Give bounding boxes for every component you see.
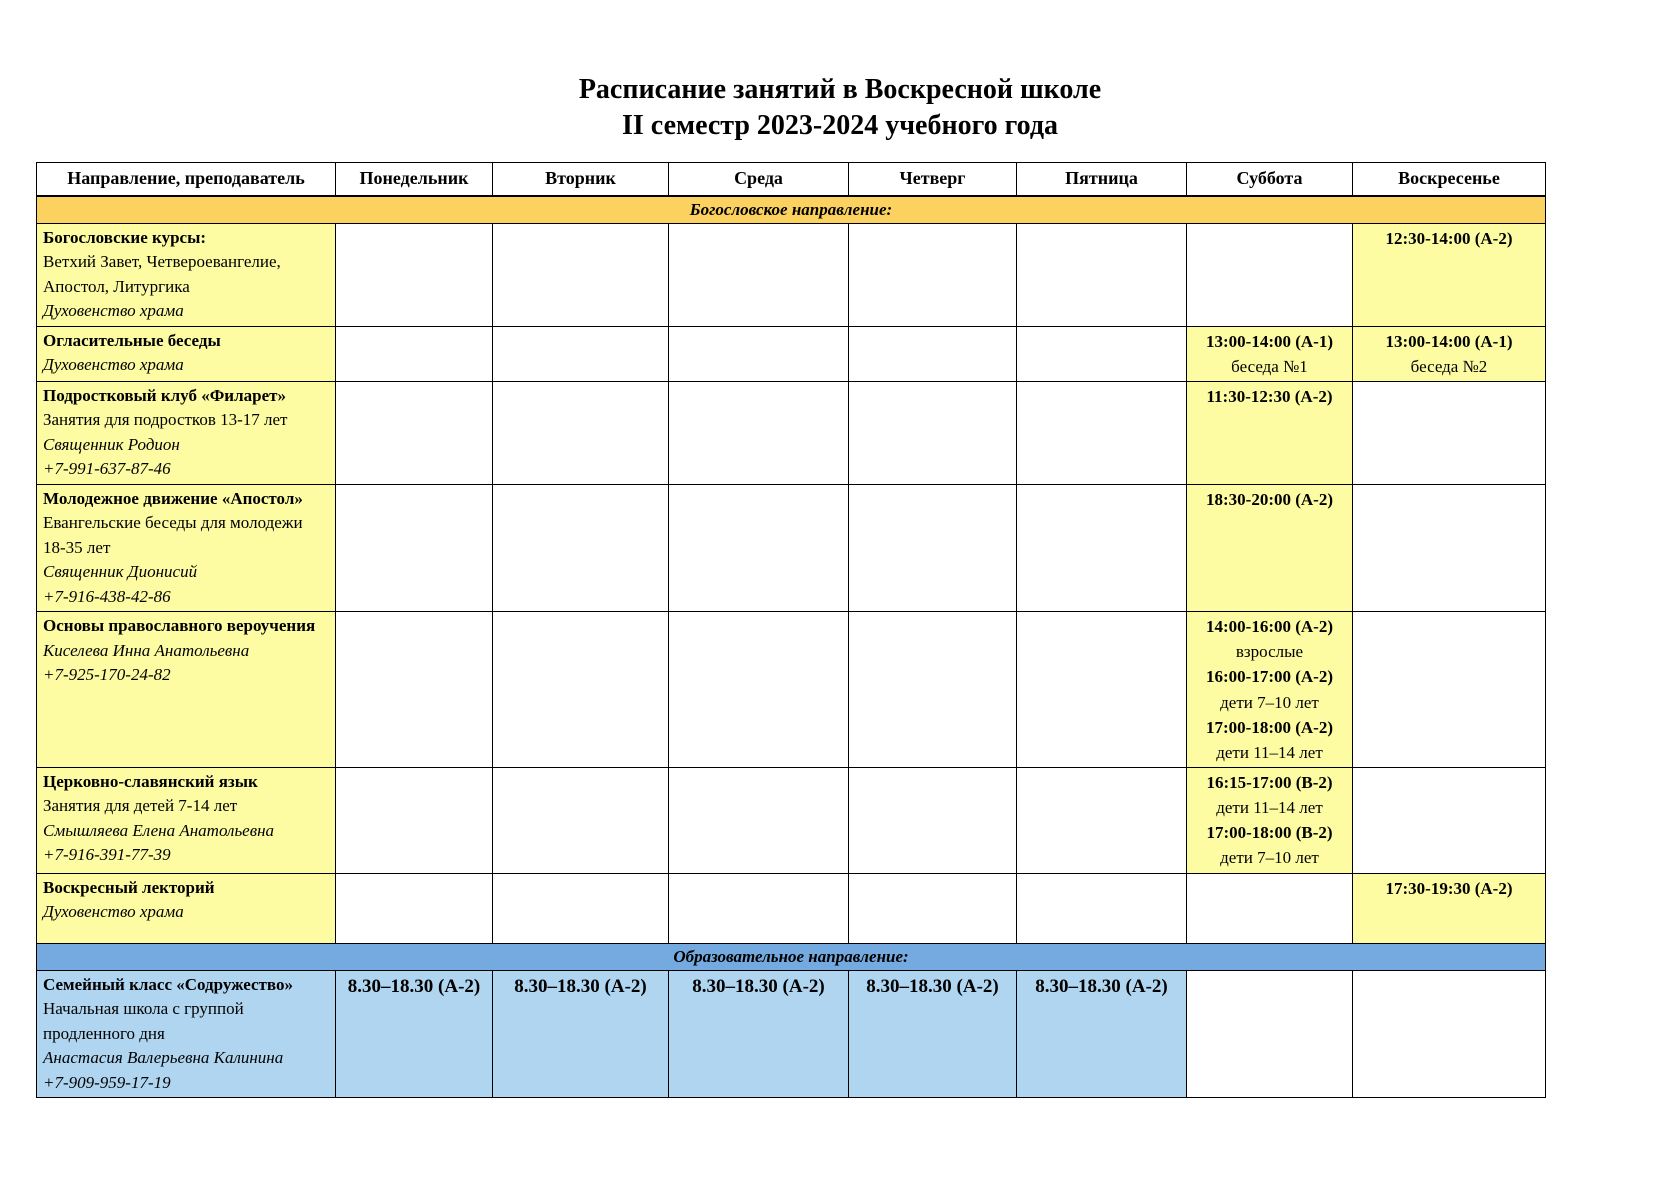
schedule-entry-line: 11:30-12:30 (А-2) <box>1206 386 1333 406</box>
schedule-row <box>37 484 1546 611</box>
day-cell-wed <box>669 381 849 484</box>
course-cell <box>37 326 336 381</box>
day-cell-fri <box>1017 612 1187 768</box>
schedule-row <box>37 768 1546 874</box>
schedule-row <box>37 970 1546 1097</box>
schedule-entry-line: 13:00-14:00 (А-1) <box>1206 331 1333 351</box>
course-cell <box>37 484 336 611</box>
day-cell-wed <box>669 970 849 1097</box>
schedule-entry-line: 17:00-18:00 (В-2) <box>1206 823 1333 843</box>
course-line: +7-991-637-87-46 <box>43 459 171 479</box>
schedule-entry-line: беседа №1 <box>1231 356 1308 376</box>
course-line: +7-909-959-17-19 <box>43 1072 171 1092</box>
day-cell-fri <box>1017 873 1187 943</box>
header-day-thu: Четверг <box>849 162 1017 196</box>
course-line: Богословские курсы: <box>43 227 207 247</box>
page-title <box>36 72 1644 144</box>
course-line: Евангельские беседы для молодежи 18-35 лет <box>43 513 303 557</box>
course-line: Церковно-славянский язык <box>43 772 258 791</box>
day-cell-sun <box>1353 326 1546 381</box>
header-day-tue: Вторник <box>493 162 669 196</box>
course-line: Занятия для детей 7-14 лет <box>43 796 238 816</box>
day-cell-sun <box>1353 873 1546 943</box>
course-line: Священник Дионисий <box>43 562 198 582</box>
day-cell-fri <box>1017 223 1187 326</box>
day-cell-fri <box>1017 768 1187 874</box>
day-cell-sun <box>1353 484 1546 611</box>
course-line: Духовенство храма <box>43 902 184 922</box>
page-title-line1: Расписание занятий в Воскресной школе <box>578 74 1102 105</box>
day-cell-sat <box>1187 612 1353 768</box>
schedule-row <box>37 873 1546 943</box>
course-line: Духовенство храма <box>43 355 184 374</box>
course-line: Основы православного вероучения <box>43 616 316 636</box>
day-cell-tue <box>493 612 669 768</box>
section-row-theology <box>37 196 1546 223</box>
course-line: +7-925-170-24-82 <box>43 665 171 684</box>
day-cell-tue <box>493 326 669 381</box>
day-cell-wed <box>669 484 849 611</box>
day-cell-sat <box>1187 326 1353 381</box>
schedule-entry-line: 17:30-19:30 (А-2) <box>1385 878 1513 898</box>
course-line: Священник Родион <box>43 434 180 454</box>
course-line: Семейный класс «Содружество» <box>43 974 293 994</box>
day-cell-sun <box>1353 612 1546 768</box>
schedule-entry-line: 8.30–18.30 (А-2) <box>514 975 647 997</box>
schedule-entry-line: 8.30–18.30 (А-2) <box>1035 975 1168 997</box>
schedule-entry-line: дети 7–10 лет <box>1220 848 1319 868</box>
day-cell-sun <box>1353 970 1546 1097</box>
schedule-entry-line: 18:30-20:00 (А-2) <box>1206 489 1333 509</box>
day-cell-thu <box>849 873 1017 943</box>
day-cell-sun <box>1353 381 1546 484</box>
schedule-row <box>37 381 1546 484</box>
schedule-entry-line: 8.30–18.30 (А-2) <box>347 975 481 997</box>
schedule-entry-line: 8.30–18.30 (А-2) <box>692 975 825 997</box>
schedule-entry-line: 12:30-14:00 (А-2) <box>1385 228 1513 248</box>
day-cell-sat <box>1187 223 1353 326</box>
section-header-label: Образовательное направление: <box>37 943 1546 970</box>
course-line: Ветхий Завет, Четвероевангелие, Апостол, Литургика <box>43 252 281 296</box>
day-cell-mon <box>336 381 493 484</box>
schedule-table-body <box>37 196 1546 1097</box>
course-line: Молодежное движение «Апостол» <box>43 488 303 508</box>
schedule-row <box>37 326 1546 381</box>
day-cell-thu <box>849 326 1017 381</box>
day-cell-sun <box>1353 768 1546 874</box>
schedule-table <box>36 162 1546 1098</box>
course-line: Духовенство храма <box>43 301 184 321</box>
header-day-wed: Среда <box>669 162 849 196</box>
day-cell-tue <box>493 381 669 484</box>
course-line: Воскресный лекторий <box>43 877 215 897</box>
schedule-row <box>37 612 1546 768</box>
course-line: +7-916-438-42-86 <box>43 586 171 606</box>
day-cell-tue <box>493 873 669 943</box>
course-line: Киселева Инна Анатольевна <box>43 640 250 660</box>
course-cell <box>37 381 336 484</box>
day-cell-sat <box>1187 873 1353 943</box>
day-cell-mon <box>336 223 493 326</box>
course-line: Подростковый клуб «Филарет» <box>43 385 286 405</box>
day-cell-fri <box>1017 326 1187 381</box>
course-line: Начальная школа с группой продленного дня <box>43 999 244 1043</box>
day-cell-sun <box>1353 223 1546 326</box>
day-cell-wed <box>669 768 849 874</box>
course-cell <box>37 223 336 326</box>
schedule-entry-line: дети 11–14 лет <box>1216 798 1323 818</box>
day-cell-mon <box>336 484 493 611</box>
course-cell <box>37 768 336 874</box>
course-cell <box>37 970 336 1097</box>
day-cell-mon <box>336 970 493 1097</box>
day-cell-fri <box>1017 484 1187 611</box>
course-line: Огласительные беседы <box>43 330 221 350</box>
schedule-entry-line: взрослые <box>1235 642 1304 662</box>
day-cell-sat <box>1187 381 1353 484</box>
header-day-sun: Воскресенье <box>1353 162 1546 196</box>
schedule-entry-line: 13:00-14:00 (А-1) <box>1385 331 1513 351</box>
header-day-sat: Суббота <box>1187 162 1353 196</box>
schedule-entry-line: беседа №2 <box>1410 356 1488 376</box>
header-day-mon: Понедельник <box>336 162 493 196</box>
day-cell-sat <box>1187 768 1353 874</box>
course-line: Анастасия Валерьевна Калинина <box>43 1048 284 1068</box>
day-cell-thu <box>849 484 1017 611</box>
header-day-fri: Пятница <box>1017 162 1187 196</box>
day-cell-mon <box>336 768 493 874</box>
day-cell-tue <box>493 223 669 326</box>
schedule-entry-line: 16:00-17:00 (А-2) <box>1206 667 1333 687</box>
schedule-entry-line: 14:00-16:00 (А-2) <box>1206 617 1333 637</box>
schedule-entry-line: дети 7–10 лет <box>1220 692 1319 712</box>
day-cell-wed <box>669 873 849 943</box>
header-course-column: Направление, преподаватель <box>37 162 336 196</box>
day-cell-fri <box>1017 970 1187 1097</box>
day-cell-wed <box>669 612 849 768</box>
course-line: Занятия для подростков 13-17 лет <box>43 410 288 430</box>
day-cell-fri <box>1017 381 1187 484</box>
page-title-line2: II семестр 2023-2024 учебного года <box>622 109 1058 141</box>
day-cell-thu <box>849 381 1017 484</box>
schedule-entry-line: 16:15-17:00 (В-2) <box>1206 773 1333 792</box>
day-cell-wed <box>669 326 849 381</box>
course-cell <box>37 612 336 768</box>
day-cell-mon <box>336 326 493 381</box>
day-cell-mon <box>336 612 493 768</box>
section-row-education <box>37 943 1546 970</box>
day-cell-thu <box>849 768 1017 874</box>
schedule-entry-line: 8.30–18.30 (А-2) <box>866 975 999 997</box>
course-line: +7-916-391-77-39 <box>43 845 171 865</box>
header-row <box>37 162 1546 196</box>
course-line: Смышляева Елена Анатольевна <box>43 820 275 840</box>
schedule-entry-line: 17:00-18:00 (А-2) <box>1206 717 1333 737</box>
schedule-row <box>37 223 1546 326</box>
day-cell-tue <box>493 970 669 1097</box>
schedule-table-head <box>37 162 1546 196</box>
day-cell-thu <box>849 612 1017 768</box>
day-cell-thu <box>849 970 1017 1097</box>
schedule-entry-line: дети 11–14 лет <box>1216 742 1323 762</box>
day-cell-sat <box>1187 970 1353 1097</box>
day-cell-thu <box>849 223 1017 326</box>
day-cell-mon <box>336 873 493 943</box>
day-cell-sat <box>1187 484 1353 611</box>
day-cell-tue <box>493 768 669 874</box>
day-cell-tue <box>493 484 669 611</box>
day-cell-wed <box>669 223 849 326</box>
section-header-label: Богословское направление: <box>37 196 1546 223</box>
course-cell <box>37 873 336 943</box>
